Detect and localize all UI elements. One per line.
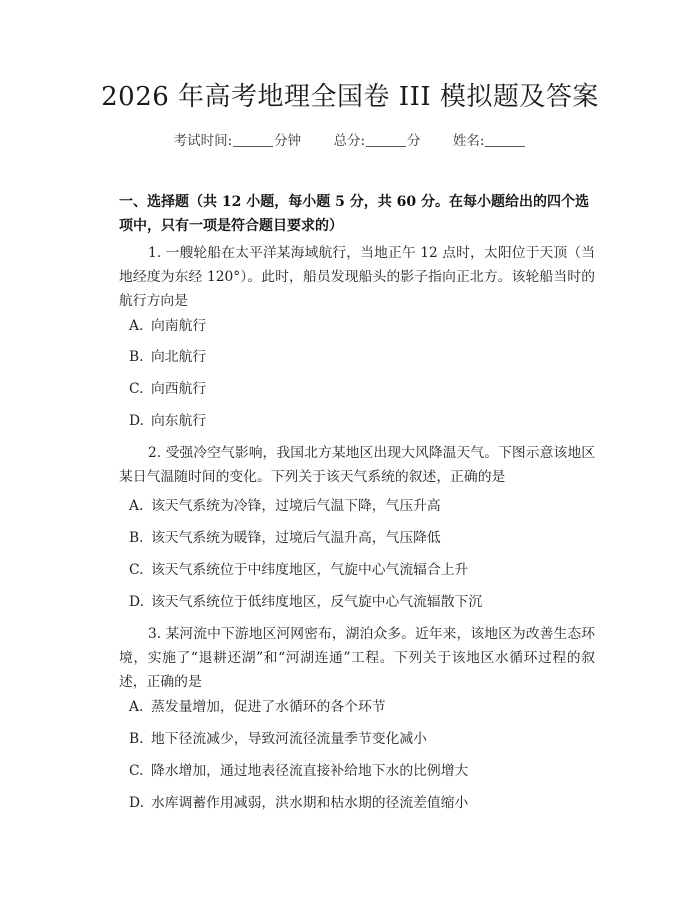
answer-option[interactable] <box>129 494 441 518</box>
answer-option[interactable] <box>129 590 482 614</box>
answer-option[interactable] <box>129 345 206 369</box>
option-letter: C. <box>129 763 144 779</box>
total-score-unit: 分 <box>407 133 421 149</box>
option-letter: C. <box>129 562 144 578</box>
option-letter: D. <box>129 594 144 610</box>
answer-option[interactable] <box>129 314 206 338</box>
student-name-blank[interactable] <box>485 132 525 147</box>
question-stem: 3. 某河流中下游地区河网密布，湖泊众多。近年来，该地区为改善生态环境，实施了“退耕还湖”和“河湖连通”工程。下列关于该地区水循环过程的叙述，正确的是 <box>119 626 595 690</box>
question-stem: 2. 受强冷空气影响，我国北方某地区出现大风降温天气。下图示意该地区某日气温随时间的变化。下列关于该天气系统的叙述，正确的是 <box>119 445 595 485</box>
answer-option[interactable] <box>129 558 468 582</box>
answer-option[interactable] <box>129 759 468 783</box>
option-letter: B. <box>129 349 144 365</box>
option-text: 向北航行 <box>151 349 207 365</box>
option-text: 蒸发量增加，促进了水循环的各个环节 <box>151 699 386 715</box>
question-stem: 1. 一艘轮船在太平洋某海域航行，当地正午 12 点时，太阳位于天顶（当地经度为东经 120°）。此时，船员发现船头的影子指向正北方。该轮船当时的航行方向是 <box>119 245 595 309</box>
option-letter: B. <box>129 530 144 546</box>
answer-option[interactable] <box>129 377 206 401</box>
option-text: 向西航行 <box>151 381 207 397</box>
option-letter: D. <box>129 413 144 429</box>
option-text: 该天气系统位于中纬度地区，气旋中心气流辐合上升 <box>151 562 469 578</box>
answer-option[interactable] <box>129 526 441 550</box>
option-letter: B. <box>129 731 144 747</box>
section-heading: 一、选择题（共 12 小题，每小题 5 分，共 60 分。在每小题给出的四个选项中，只有一项是符合题目要求的） <box>119 194 589 234</box>
answer-option[interactable] <box>129 791 468 815</box>
answer-option[interactable] <box>129 409 206 433</box>
page-title: 2026 年高考地理全国卷 III 模拟题及答案 <box>101 82 599 112</box>
option-letter: A. <box>129 498 144 514</box>
student-name-field <box>453 131 527 151</box>
option-text: 水库调蓄作用减弱，洪水期和枯水期的径流差值缩小 <box>151 795 469 811</box>
total-score-field <box>333 131 420 151</box>
option-letter: A. <box>129 699 144 715</box>
option-text: 向南航行 <box>151 318 207 334</box>
option-text: 向东航行 <box>151 413 207 429</box>
option-letter: C. <box>129 381 144 397</box>
option-letter: A. <box>129 318 144 334</box>
total-score-blank[interactable] <box>366 132 406 147</box>
option-text: 该天气系统为暖锋，过境后气温升高，气压降低 <box>151 530 441 546</box>
option-letter: D. <box>129 795 144 811</box>
option-text: 该天气系统位于低纬度地区，反气旋中心气流辐散下沉 <box>151 594 483 610</box>
exam-time-field <box>174 131 302 151</box>
exam-time-unit: 分钟 <box>274 133 302 149</box>
student-name-label: 姓名: <box>452 133 485 149</box>
total-score-label: 总分: <box>333 133 366 149</box>
answer-option[interactable] <box>129 727 427 751</box>
option-text: 降水增加，通过地表径流直接补给地下水的比例增大 <box>151 763 469 779</box>
option-text: 该天气系统为冷锋，过境后气温下降，气压升高 <box>151 498 441 514</box>
exam-time-label: 考试时间: <box>173 133 233 149</box>
exam-info-line <box>0 131 700 151</box>
option-text: 地下径流减少，导致河流径流量季节变化减小 <box>151 731 427 747</box>
exam-time-blank[interactable] <box>233 132 273 147</box>
answer-option[interactable] <box>129 695 386 719</box>
